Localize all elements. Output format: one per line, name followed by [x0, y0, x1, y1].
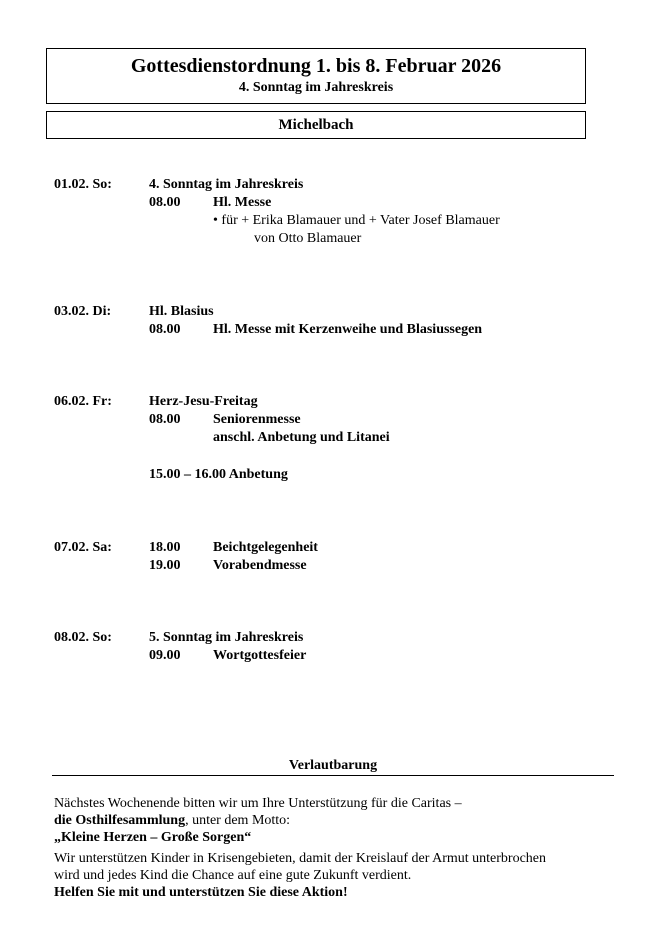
day-heading: 4. Sonntag im Jahreskreis [149, 177, 304, 192]
event-extra: 15.00 – 16.00 Anbetung [149, 467, 288, 482]
day-date: 01.02. So: [54, 177, 112, 192]
event-time: 08.00 [149, 412, 181, 427]
announcement-emphasis: die Osthilfesammlung [54, 813, 186, 828]
event-title: Vorabendmesse [213, 558, 307, 573]
announcement-line: Nächstes Wochenende bitten wir um Ihre Unterstützung für die Caritas – [54, 796, 462, 811]
day-date: 06.02. Fr: [54, 394, 112, 409]
announcement-line: wird und jedes Kind die Chance auf eine gute Zukunft verdient. [54, 868, 412, 883]
page-subtitle: 4. Sonntag im Jahreskreis [238, 80, 394, 95]
event-title: Hl. Messe mit Kerzenweihe und Blasiussegen [213, 322, 483, 337]
day-date: 07.02. Sa: [54, 540, 112, 555]
event-time: 09.00 [149, 648, 181, 663]
page-title: Gottesdienstordnung 1. bis 8. Februar 2026 [130, 55, 502, 77]
event-time: 08.00 [149, 322, 181, 337]
day-heading: Hl. Blasius [149, 304, 214, 319]
event-title: Hl. Messe [213, 195, 272, 210]
event-title: Wortgottesfeier [213, 648, 307, 663]
event-intention: • für + Erika Blamauer und + Vater Josef Blamauer [213, 213, 500, 228]
announcement-line: Wir unterstützen Kinder in Krisengebieten, damit der Kreislauf der Armut unterbrochen [54, 851, 546, 866]
day-date: 08.02. So: [54, 630, 112, 645]
announcement-text: , unter dem Motto: [185, 813, 291, 828]
day-date: 03.02. Di: [54, 304, 112, 319]
announcement-call-to-action: Helfen Sie mit und unterstützen Sie diese Aktion! [54, 885, 348, 900]
announcement-line [54, 812, 290, 829]
event-subtitle: anschl. Anbetung und Litanei [213, 430, 390, 445]
day-heading: Herz-Jesu-Freitag [149, 394, 258, 409]
event-title: Beichtgelegenheit [213, 540, 318, 555]
announcement-title: Verlautbarung [288, 758, 378, 773]
event-title: Seniorenmesse [213, 412, 301, 427]
announcement-motto: „Kleine Herzen – Große Sorgen“ [54, 830, 252, 845]
event-time: 08.00 [149, 195, 181, 210]
event-time: 19.00 [149, 558, 181, 573]
title-box [46, 48, 586, 104]
event-intention-donor: von Otto Blamauer [254, 231, 362, 246]
event-time: 18.00 [149, 540, 181, 555]
divider [52, 775, 614, 776]
day-heading: 5. Sonntag im Jahreskreis [149, 630, 304, 645]
parish-name: Michelbach [46, 111, 586, 139]
